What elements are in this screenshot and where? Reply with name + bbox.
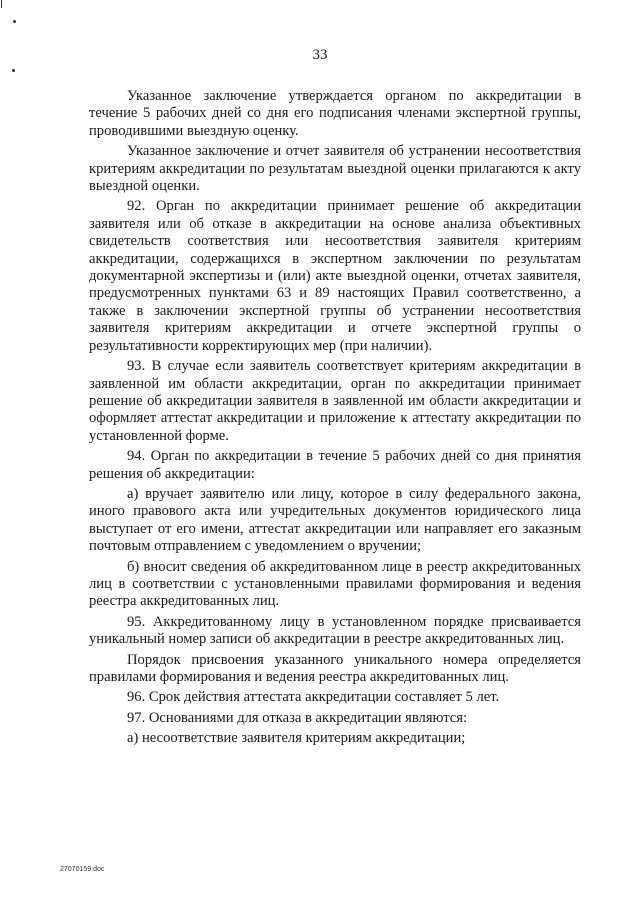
paragraph: б) вносит сведения об аккредитованном лице в реестр аккредитованных лиц в соответствии с установленными правилами формирования и ведения реестра аккредитованных лиц. [89,558,581,610]
paragraph: Порядок присвоения указанного уникального номера определяется правилами формирования и ведения реестра аккредитованных лиц. [89,651,581,685]
paragraph: 93. В случае если заявитель соответствует критериям аккредитации в заявленной им области аккредитации, орган по аккредитации принимает решение об аккредитации заявителя в заявленной им области аккредитации и оформляет аттестат аккредитации и приложение к аттестату аккредитации по установленной форме. [89,358,581,444]
document-body [89,88,581,748]
paragraph: 97. Основаниями для отказа в аккредитации являются: [127,709,468,726]
paragraph: 96. Срок действия аттестата аккредитации составляет 5 лет. [127,689,500,706]
scan-edge-mark [1,0,2,8]
scan-dot-mark [13,20,16,23]
paragraph: а) несоответствие заявителя критериям аккредитации; [127,730,466,747]
paragraph: 94. Орган по аккредитации в течение 5 рабочих дней со дня принятия решения об аккредитации: [89,448,581,482]
paragraph: а) вручает заявителю или лицу, которое в силу федерального закона, иного правового акта или учредительных документов юридического лица выступает от его имени, аттестат аккредитации или направляет его заказным почтовым отправлением с уведомлением о вручении; [89,485,581,555]
paragraph: Указанное заключение и отчет заявителя об устранении несоответствия критериям аккредитации по результатам выездной оценки прилагаются к акту выездной оценки. [89,143,581,195]
page-number: 33 [312,47,328,63]
paragraph: Указанное заключение утверждается органом по аккредитации в течение 5 рабочих дней со дня его подписания членами экспертной группы, проводившими выездную оценку. [89,88,581,139]
paragraph: 95. Аккредитованному лицу в установленном порядке присваивается уникальный номер записи об аккредитации в реестре аккредитованных лиц. [89,613,581,648]
scan-dot-mark [12,69,15,72]
footer-filename: 27070159.doc [60,866,105,873]
paragraph: 92. Орган по аккредитации принимает решение об аккредитации заявителя или об отказе в аккредитации на основе анализа объективных свидетельств соответствия или несоответствия заявителя критериям аккредитации, содержащихся в экспертном заключении по результатам документарной экспертизы и (или) акте выездной оценки, отчетах заявителя, предусмотренных пунктами 63 и 89 настоящих Правил соответственно, а также в заключении экспертной группы об устранении несоответствия заявителя критериям аккредитации и отчете экспертной группы о результативности корректирующих мер (при наличии). [89,198,581,354]
